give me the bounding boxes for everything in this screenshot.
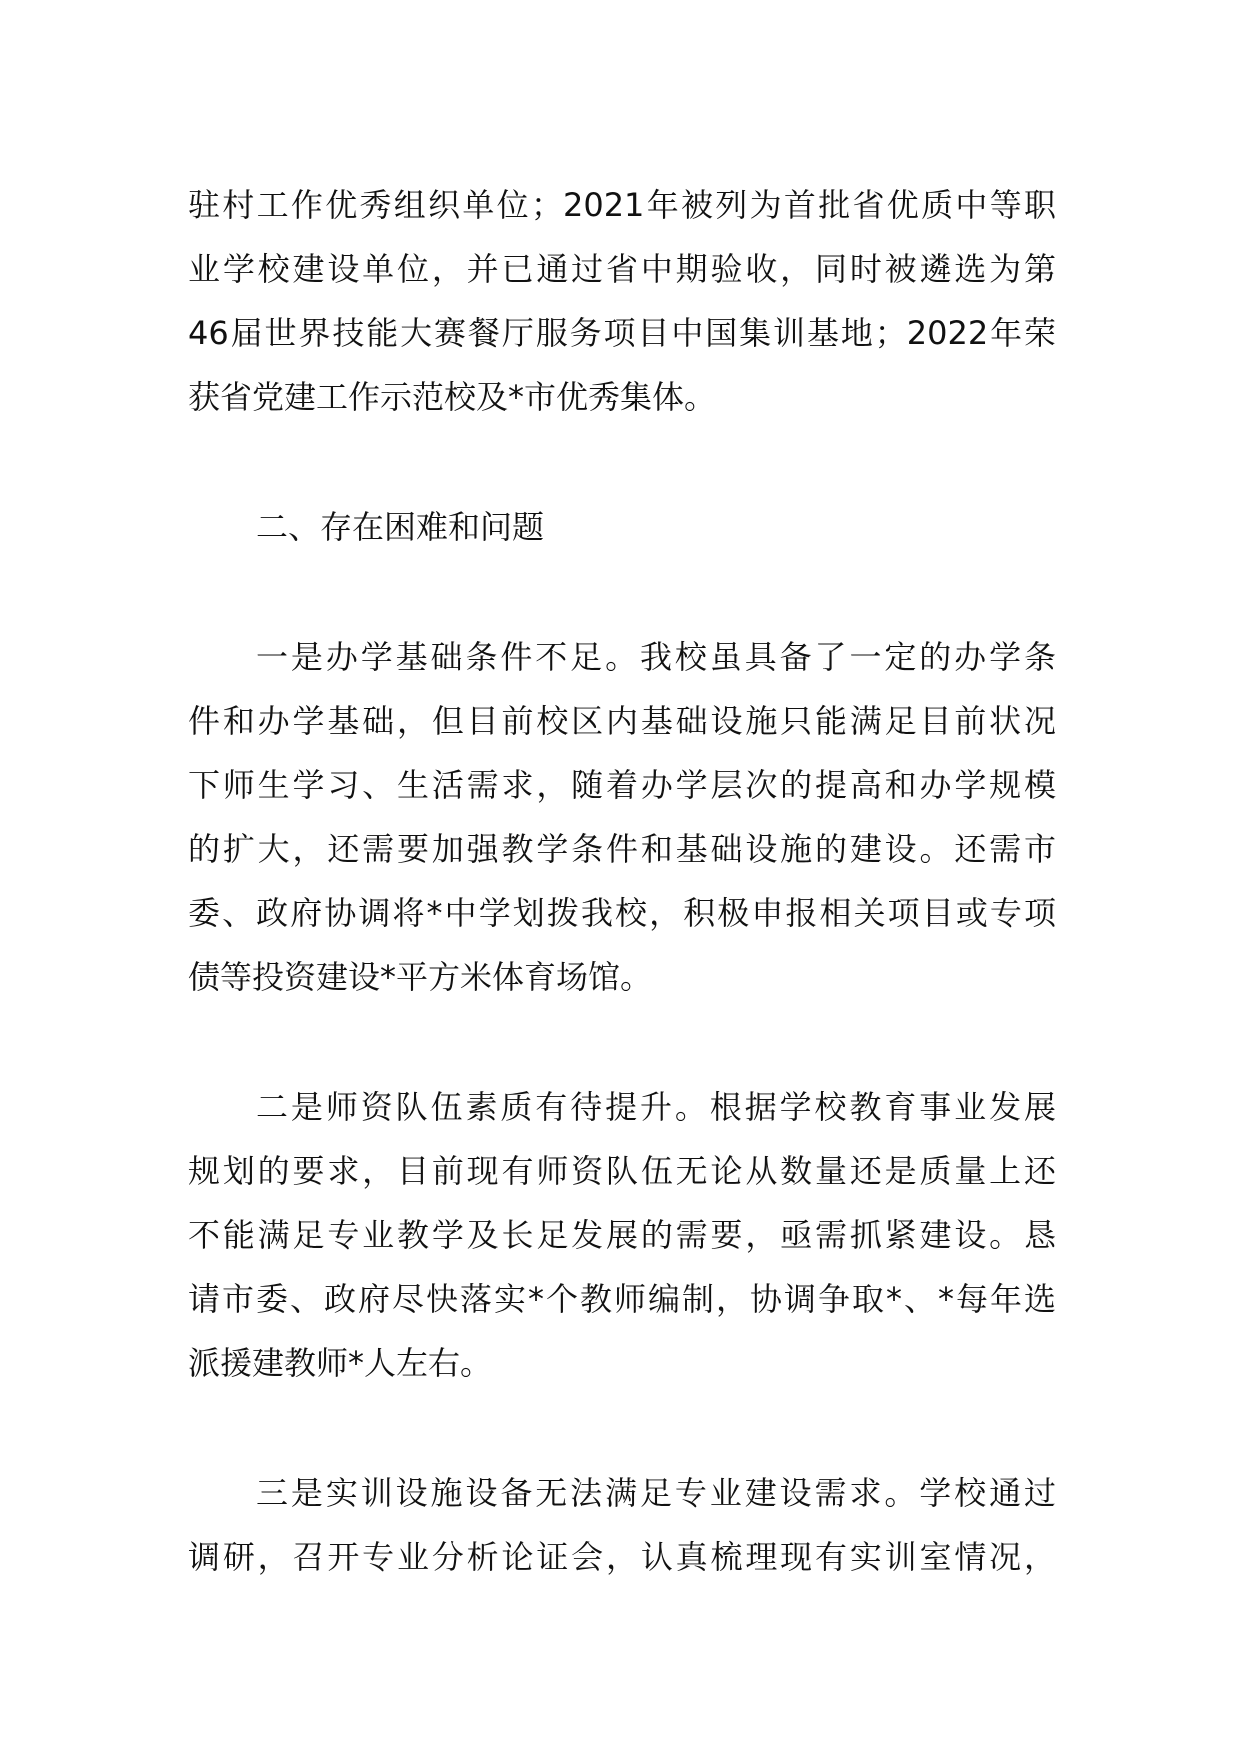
text-line: 驻村工作优秀组织单位；2021年被列为首批省优质中等职 [188, 186, 1056, 224]
text-line: 派援建教师*人左右。 [188, 1344, 493, 1382]
text-line: 一是办学基础条件不足。我校虽具备了一定的办学条 [256, 638, 1056, 676]
section-heading: 二、存在困难和问题 [256, 508, 545, 546]
text-line: 获省党建工作示范校及*市优秀集体。 [188, 378, 717, 416]
text-line: 46届世界技能大赛餐厅服务项目中国集训基地；2022年荣 [188, 314, 1056, 352]
text-line: 请市委、政府尽快落实*个教师编制，协调争取*、*每年选 [188, 1280, 1056, 1318]
text-line: 三是实训设施设备无法满足专业建设需求。学校通过 [256, 1474, 1056, 1512]
text-line: 债等投资建设*平方米体育场馆。 [188, 958, 653, 996]
text-line: 规划的要求，目前现有师资队伍无论从数量还是质量上还 [188, 1152, 1056, 1190]
text-line: 调研，召开专业分析论证会，认真梳理现有实训室情况， [188, 1538, 1056, 1576]
text-line: 的扩大，还需要加强教学条件和基础设施的建设。还需市 [188, 830, 1056, 868]
text-line: 二是师资队伍素质有待提升。根据学校教育事业发展 [256, 1088, 1056, 1126]
text-line: 业学校建设单位，并已通过省中期验收，同时被遴选为第 [188, 250, 1056, 288]
text-line: 委、政府协调将*中学划拨我校，积极申报相关项目或专项 [188, 894, 1056, 932]
text-line: 件和办学基础，但目前校区内基础设施只能满足目前状况 [188, 702, 1056, 740]
text-line: 下师生学习、生活需求，随着办学层次的提高和办学规模 [188, 766, 1056, 804]
text-line: 不能满足专业教学及长足发展的需要，亟需抓紧建设。恳 [188, 1216, 1056, 1254]
